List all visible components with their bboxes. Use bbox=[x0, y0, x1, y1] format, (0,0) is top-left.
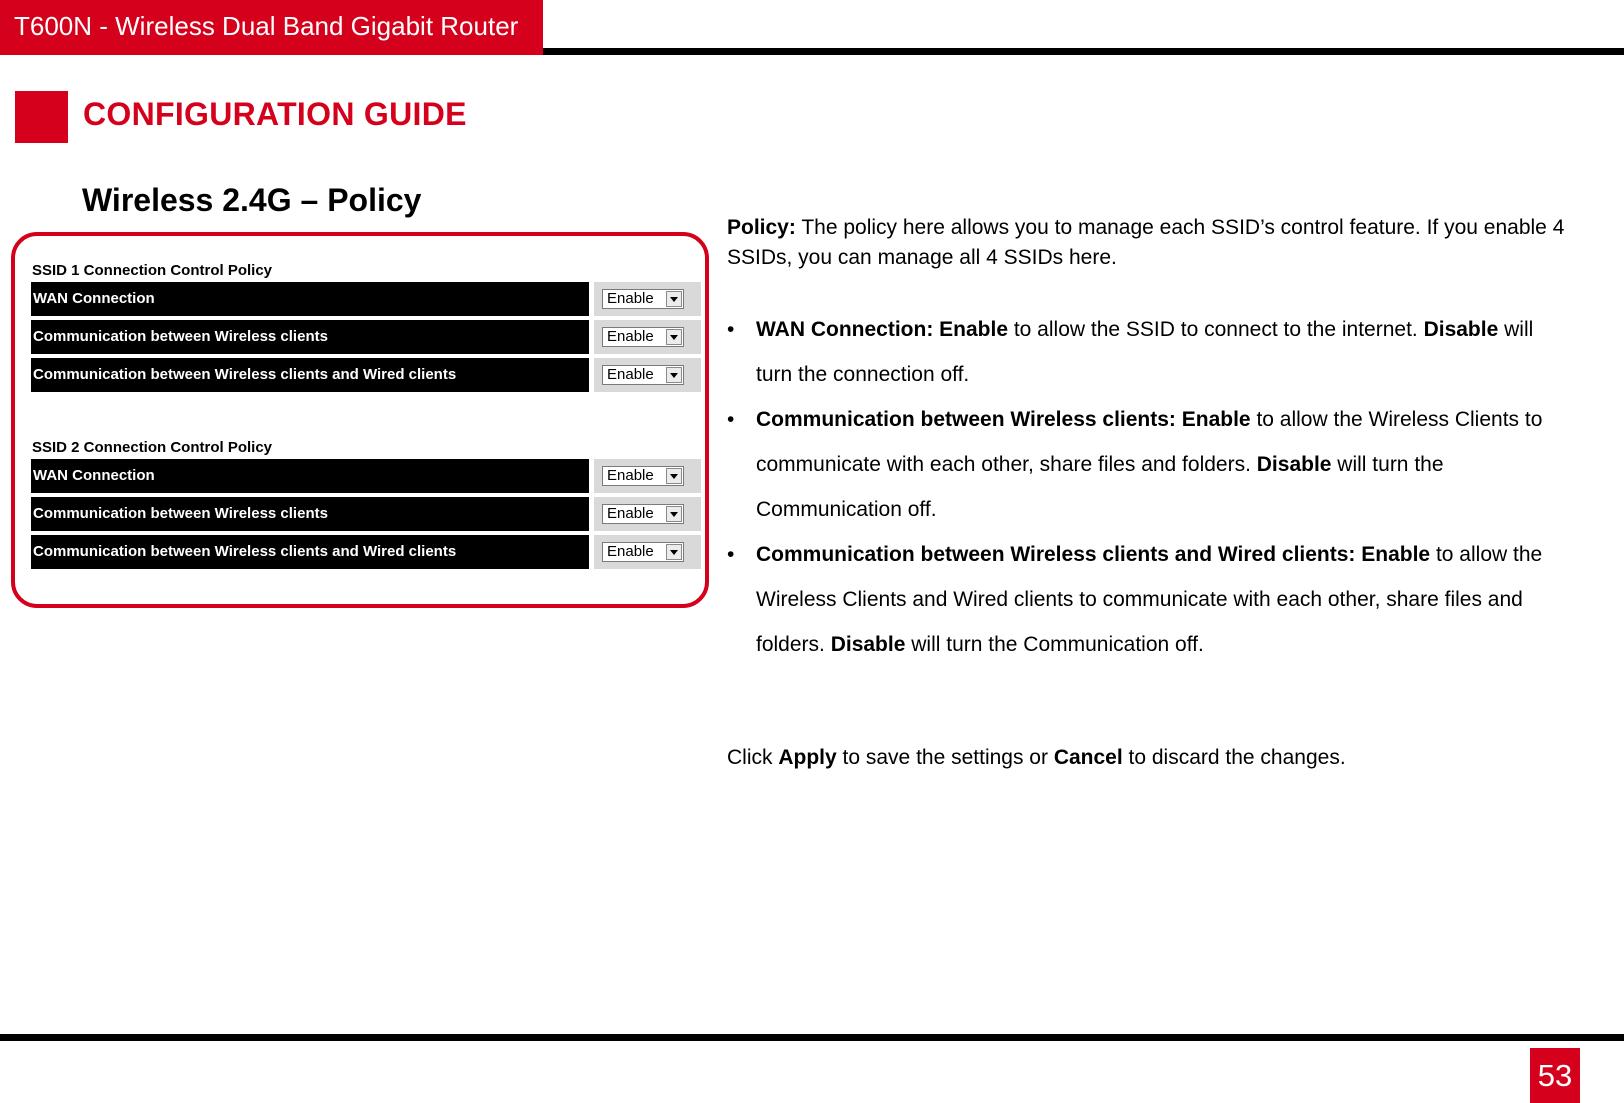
ssid1-policy-group bbox=[31, 260, 701, 396]
wireless-clients-select[interactable] bbox=[602, 327, 684, 347]
row-label: WAN Connection bbox=[31, 459, 589, 493]
row-label: Communication between Wireless clients and Wired clients bbox=[31, 535, 589, 569]
row-label: Communication between Wireless clients bbox=[31, 320, 589, 354]
dropdown-arrow-icon[interactable] bbox=[666, 291, 682, 307]
row-select-cell bbox=[594, 320, 701, 354]
row-select-cell bbox=[594, 459, 701, 493]
policy-row bbox=[31, 497, 701, 531]
wireless-clients-select[interactable] bbox=[602, 504, 684, 524]
row-select-cell bbox=[594, 535, 701, 569]
wan-connection-select[interactable] bbox=[602, 466, 684, 486]
bullet-symbol: • bbox=[727, 318, 735, 341]
bullet-text: to allow the SSID to connect to the internet. bbox=[1008, 318, 1424, 341]
wan-connection-select[interactable] bbox=[602, 289, 684, 309]
policy-row bbox=[31, 320, 701, 354]
bullet-item bbox=[727, 307, 1567, 397]
wireless-wired-clients-select[interactable] bbox=[602, 365, 684, 385]
bullet-term: WAN Connection: Enable bbox=[756, 318, 1008, 341]
bullet-symbol: • bbox=[727, 543, 735, 566]
guide-marker-square bbox=[15, 91, 68, 143]
row-label: Communication between Wireless clients bbox=[31, 497, 589, 531]
bullet-term: Communication between Wireless clients and Wired clients: Enable bbox=[756, 543, 1431, 566]
bullet-text: will turn the Communication off. bbox=[905, 633, 1204, 656]
select-value: Enable bbox=[607, 366, 654, 383]
guide-title: CONFIGURATION GUIDE bbox=[83, 96, 467, 132]
select-value: Enable bbox=[607, 290, 654, 307]
bullet-text: will turn the Communication off. bbox=[756, 453, 1444, 521]
bullet-bold: Disable bbox=[1256, 453, 1332, 476]
footer-rule bbox=[0, 1034, 1624, 1041]
intro-text: The policy here allows you to manage each SSID’s control feature. If you enable 4 SSIDs, you can manage all 4 SSIDs here. bbox=[727, 216, 1565, 269]
section-heading: Wireless 2.4G – Policy bbox=[82, 182, 422, 218]
row-select-cell bbox=[594, 358, 701, 392]
dropdown-arrow-icon[interactable] bbox=[666, 506, 682, 522]
bullet-symbol: • bbox=[727, 408, 735, 431]
bullet-text: will turn the connection off. bbox=[756, 318, 1534, 386]
bullet-bold: Disable bbox=[1423, 318, 1499, 341]
policy-row bbox=[31, 358, 701, 392]
dropdown-arrow-icon[interactable] bbox=[666, 367, 682, 383]
closing-instruction bbox=[727, 743, 1346, 773]
row-label: WAN Connection bbox=[31, 282, 589, 316]
policy-screenshot-frame bbox=[11, 232, 709, 608]
cancel-term: Cancel bbox=[1053, 746, 1123, 769]
bullet-bold: Disable bbox=[830, 633, 906, 656]
closing-middle: to save the settings or bbox=[836, 746, 1054, 769]
select-value: Enable bbox=[607, 543, 654, 560]
bullet-term: Communication between Wireless clients: Enable bbox=[756, 408, 1251, 431]
policy-row bbox=[31, 459, 701, 493]
row-label: Communication between Wireless clients and Wired clients bbox=[31, 358, 589, 392]
bullet-text: to allow the Wireless Clients to communicate with each other, share files and folders. bbox=[756, 408, 1543, 476]
product-title-tab bbox=[0, 0, 543, 55]
bullet-item bbox=[727, 532, 1567, 667]
intro-label: Policy: bbox=[727, 216, 796, 239]
dropdown-arrow-icon[interactable] bbox=[666, 468, 682, 484]
policy-bullet-list bbox=[727, 307, 1567, 667]
select-value: Enable bbox=[607, 467, 654, 484]
row-select-cell bbox=[594, 497, 701, 531]
header-rule bbox=[543, 48, 1624, 55]
select-value: Enable bbox=[607, 328, 654, 345]
product-title: T600N - Wireless Dual Band Gigabit Router bbox=[14, 11, 519, 41]
ssid2-policy-group bbox=[31, 437, 701, 573]
select-value: Enable bbox=[607, 505, 654, 522]
closing-suffix: to discard the changes. bbox=[1122, 746, 1346, 769]
group-title: SSID 2 Connection Control Policy bbox=[32, 439, 273, 456]
policy-row bbox=[31, 535, 701, 569]
bullet-text: to allow the Wireless Clients and Wired clients to communicate with each other, share files and folders. bbox=[756, 543, 1543, 656]
group-title: SSID 1 Connection Control Policy bbox=[32, 262, 273, 279]
dropdown-arrow-icon[interactable] bbox=[666, 544, 682, 560]
closing-prefix: Click bbox=[727, 746, 779, 769]
dropdown-arrow-icon[interactable] bbox=[666, 329, 682, 345]
bullet-item bbox=[727, 397, 1567, 532]
apply-term: Apply bbox=[778, 746, 837, 769]
row-select-cell bbox=[594, 282, 701, 316]
policy-row bbox=[31, 282, 701, 316]
page-number: 53 bbox=[1530, 1048, 1580, 1103]
policy-intro bbox=[727, 213, 1567, 273]
wireless-wired-clients-select[interactable] bbox=[602, 542, 684, 562]
